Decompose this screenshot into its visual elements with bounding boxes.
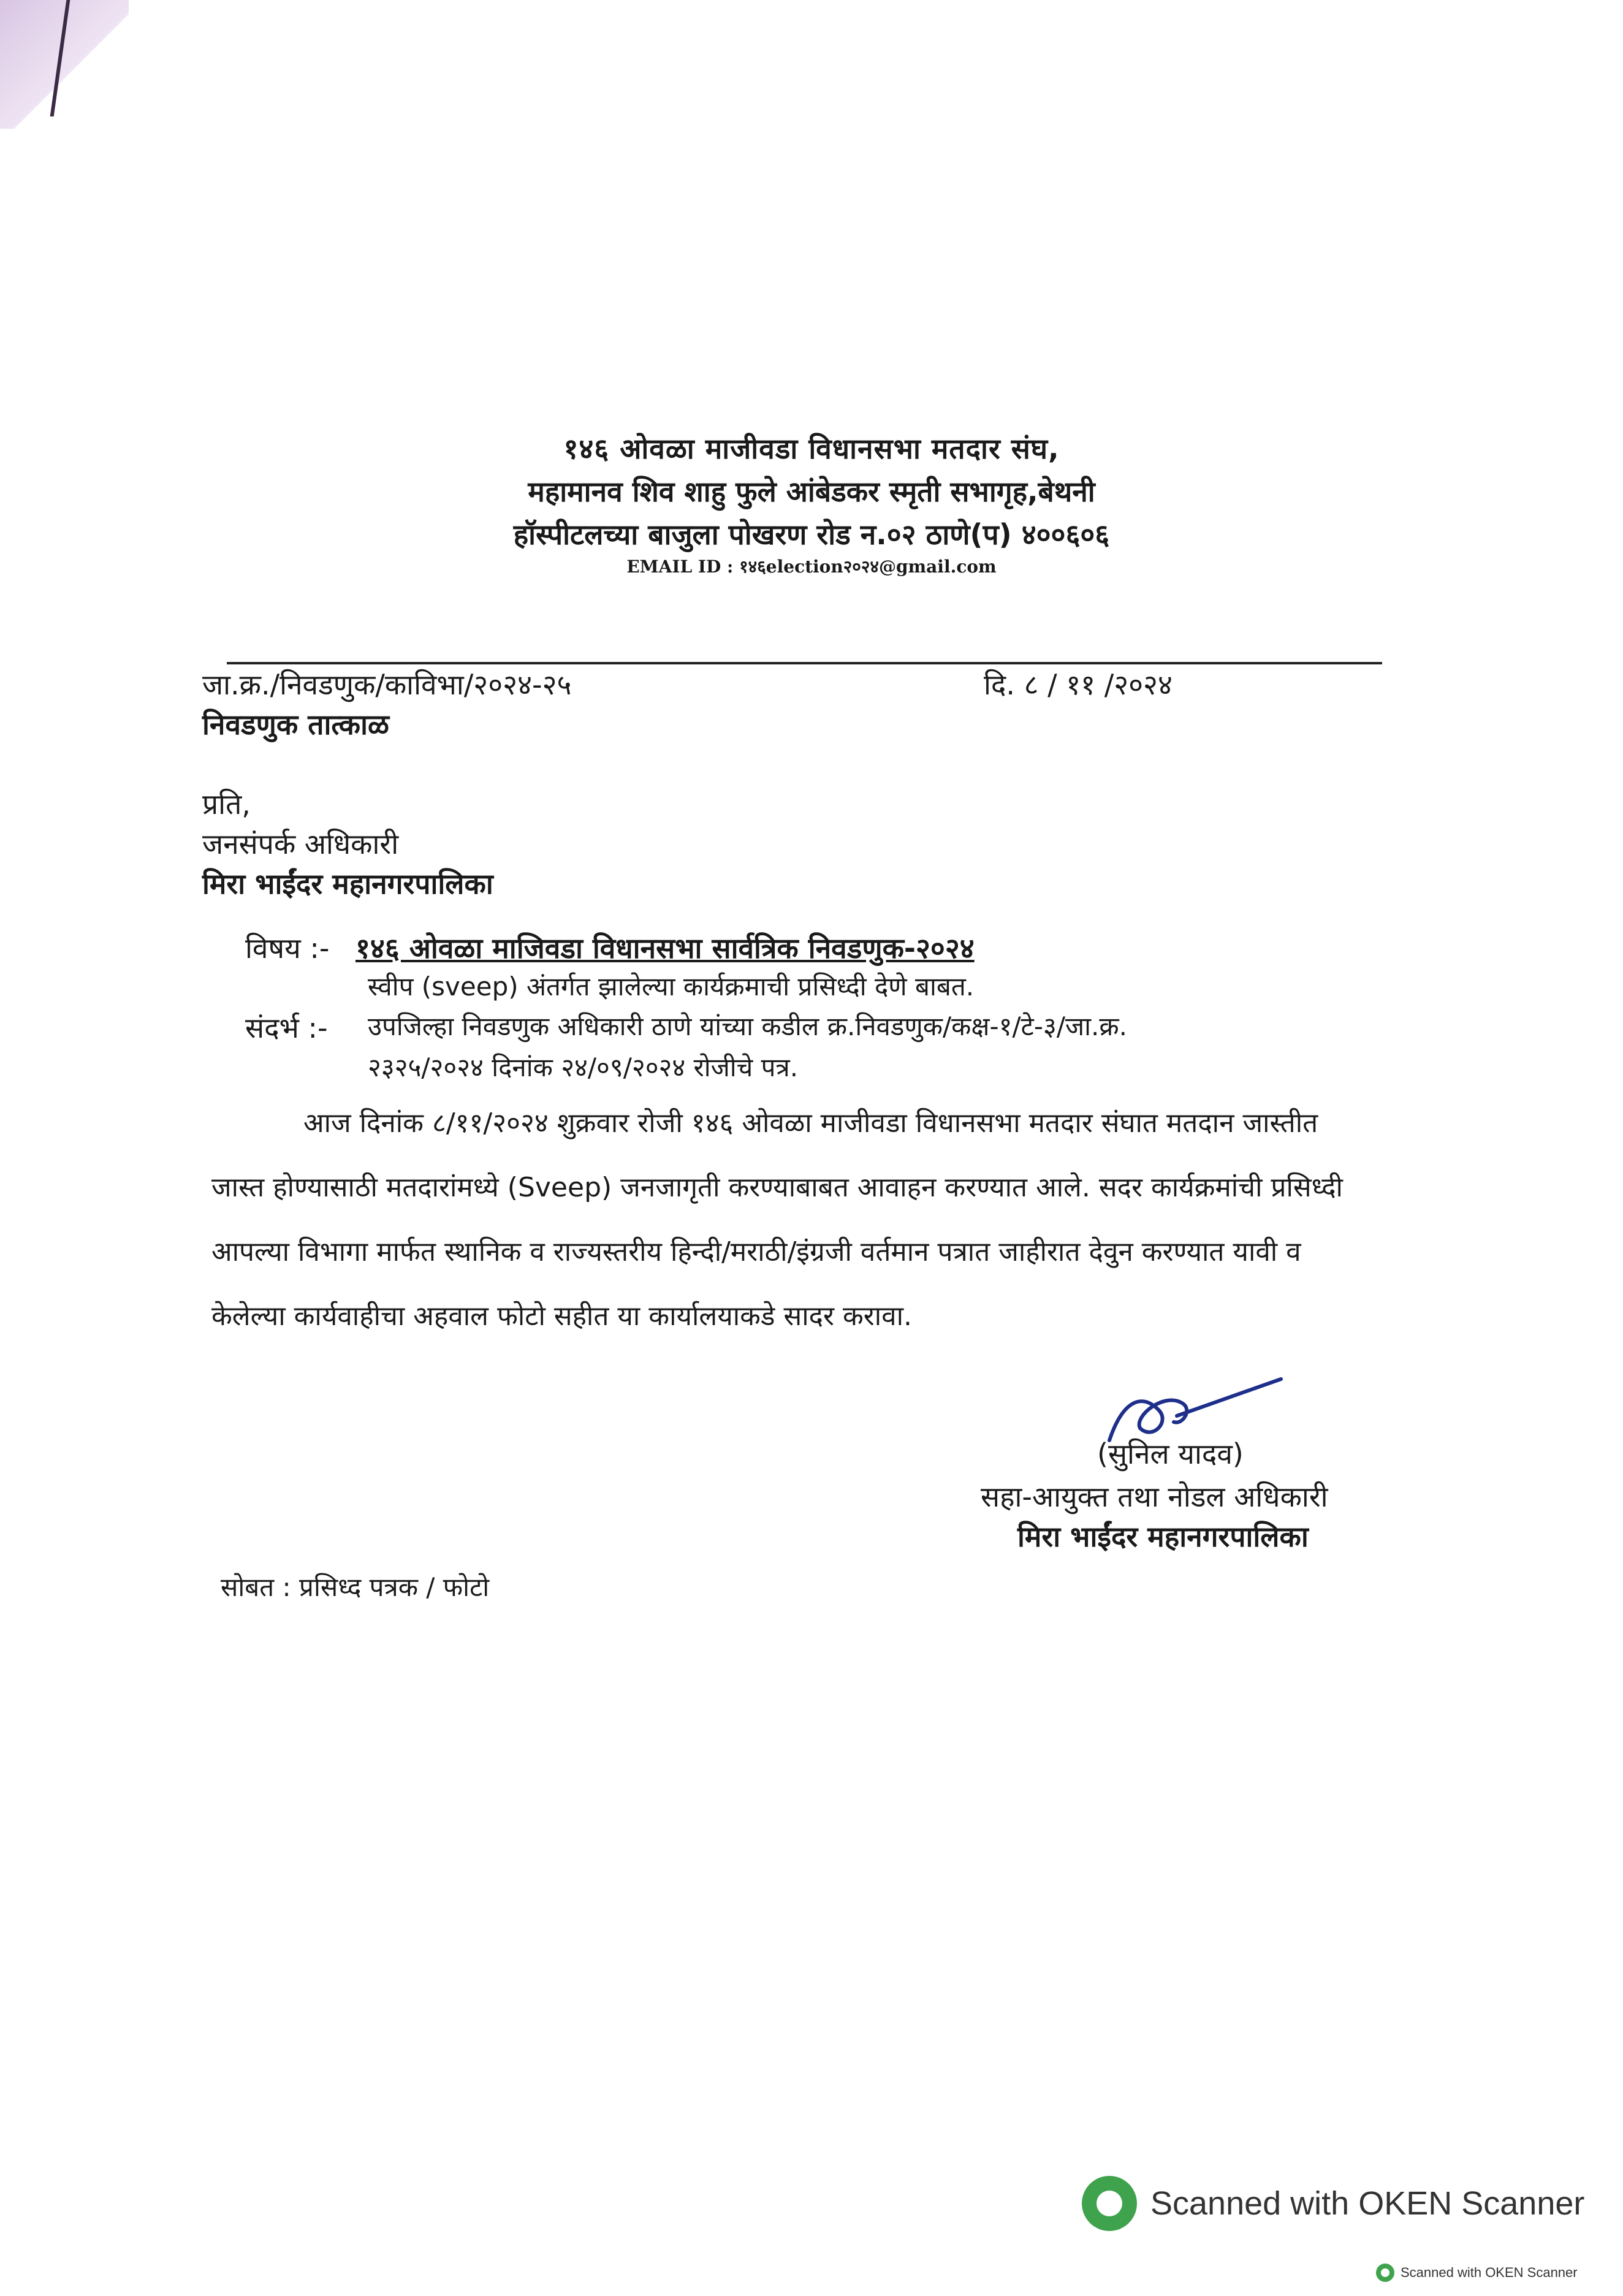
reference-line-2: २३२५/२०२४ दिनांक २४/०९/२०२४ रोजीचे पत्र.: [368, 1052, 799, 1082]
body-paragraph-line-3: आपल्या विभागा मार्फत स्थानिक व राज्यस्तरीय हिन्दी/मराठी/इंग्रजी वर्तमान पत्रात जाहीरात देवुन करण्यात यावी व: [211, 1236, 1301, 1268]
scanner-small-logo-icon: [1376, 2264, 1394, 2282]
header-line-2: महामानव शिव शाहु फुले आंबेडकर स्मृती सभागृह,बेथनी: [528, 475, 1095, 508]
subject-line-1: १४६ ओवळा माजिवडा विधानसभा सार्वत्रिक निवडणुक-२०२४: [355, 932, 975, 965]
header-line-1: १४६ ओवळा माजीवडा विधानसभा मतदार संघ,: [563, 432, 1060, 465]
body-paragraph-line-1: आज दिनांक ८/११/२०२४ शुक्रवार रोजी १४६ ओवळा माजीवडा विधानसभा मतदार संघात मतदान जास्तीत: [303, 1108, 1318, 1139]
body-paragraph-line-4: केलेल्या कार्यवाहीचा अहवाल फोटो सहीत या कार्यालयाकडे सादर करावा.: [211, 1301, 912, 1332]
body-paragraph-line-2: जास्त होण्यासाठी मतदारांमध्ये (Sveep) जनजागृती करण्याबाबत आवाहन करण्यात आले. सदर कार्यक्रमांची प्रसिध्दी: [211, 1172, 1343, 1203]
reference-label: संदर्भ :-: [245, 1011, 328, 1044]
header-divider: [227, 662, 1382, 664]
reference-number: जा.क्र./निवडणुक/काविभा/२०२४-२५: [202, 668, 572, 701]
urgent-note: निवडणुक तात्काळ: [202, 708, 389, 741]
subject-line-2: स्वीप (sveep) अंतर्गत झालेल्या कार्यक्रमाची प्रसिध्दी देणे बाबत.: [368, 971, 975, 1002]
enclosure-note: सोबत : प्रसिध्द पत्रक / फोटो: [221, 1572, 490, 1602]
header-line-3: हॉस्पीटलच्या बाजुला पोखरण रोड न.०२ ठाणे(प) ४००६०६: [513, 518, 1110, 551]
recipient-prefix: प्रति,: [202, 788, 251, 821]
scanner-logo-icon: [1082, 2176, 1137, 2231]
recipient-org: मिरा भाईंदर महानगरपालिका: [202, 867, 493, 900]
scanner-footer-label: Scanned with OKEN Scanner: [1401, 2265, 1578, 2280]
signatory-name: (सुनिल यादव): [1097, 1437, 1244, 1470]
letter-date: दि. ८ / ११ /२०२४: [984, 668, 1173, 701]
scanner-label: Scanned with OKEN Scanner: [1150, 2185, 1585, 2222]
header-email: EMAIL ID : १४६election२०२४@gmail.com: [626, 557, 997, 577]
signatory-designation: सहा-आयुक्त तथा नोडल अधिकारी: [981, 1480, 1328, 1513]
recipient-designation: जनसंपर्क अधिकारी: [202, 827, 399, 861]
subject-label: विषय :-: [245, 932, 330, 965]
scanner-watermark: [1082, 2173, 1584, 2234]
reference-line-1: उपजिल्हा निवडणुक अधिकारी ठाणे यांच्या कडील क्र.निवडणुक/कक्ष-१/टे-३/जा.क्र.: [368, 1011, 1127, 1041]
scanner-footer: [1376, 2262, 1578, 2284]
signatory-org: मिरा भाईंदर महानगरपालिका: [1017, 1520, 1309, 1553]
